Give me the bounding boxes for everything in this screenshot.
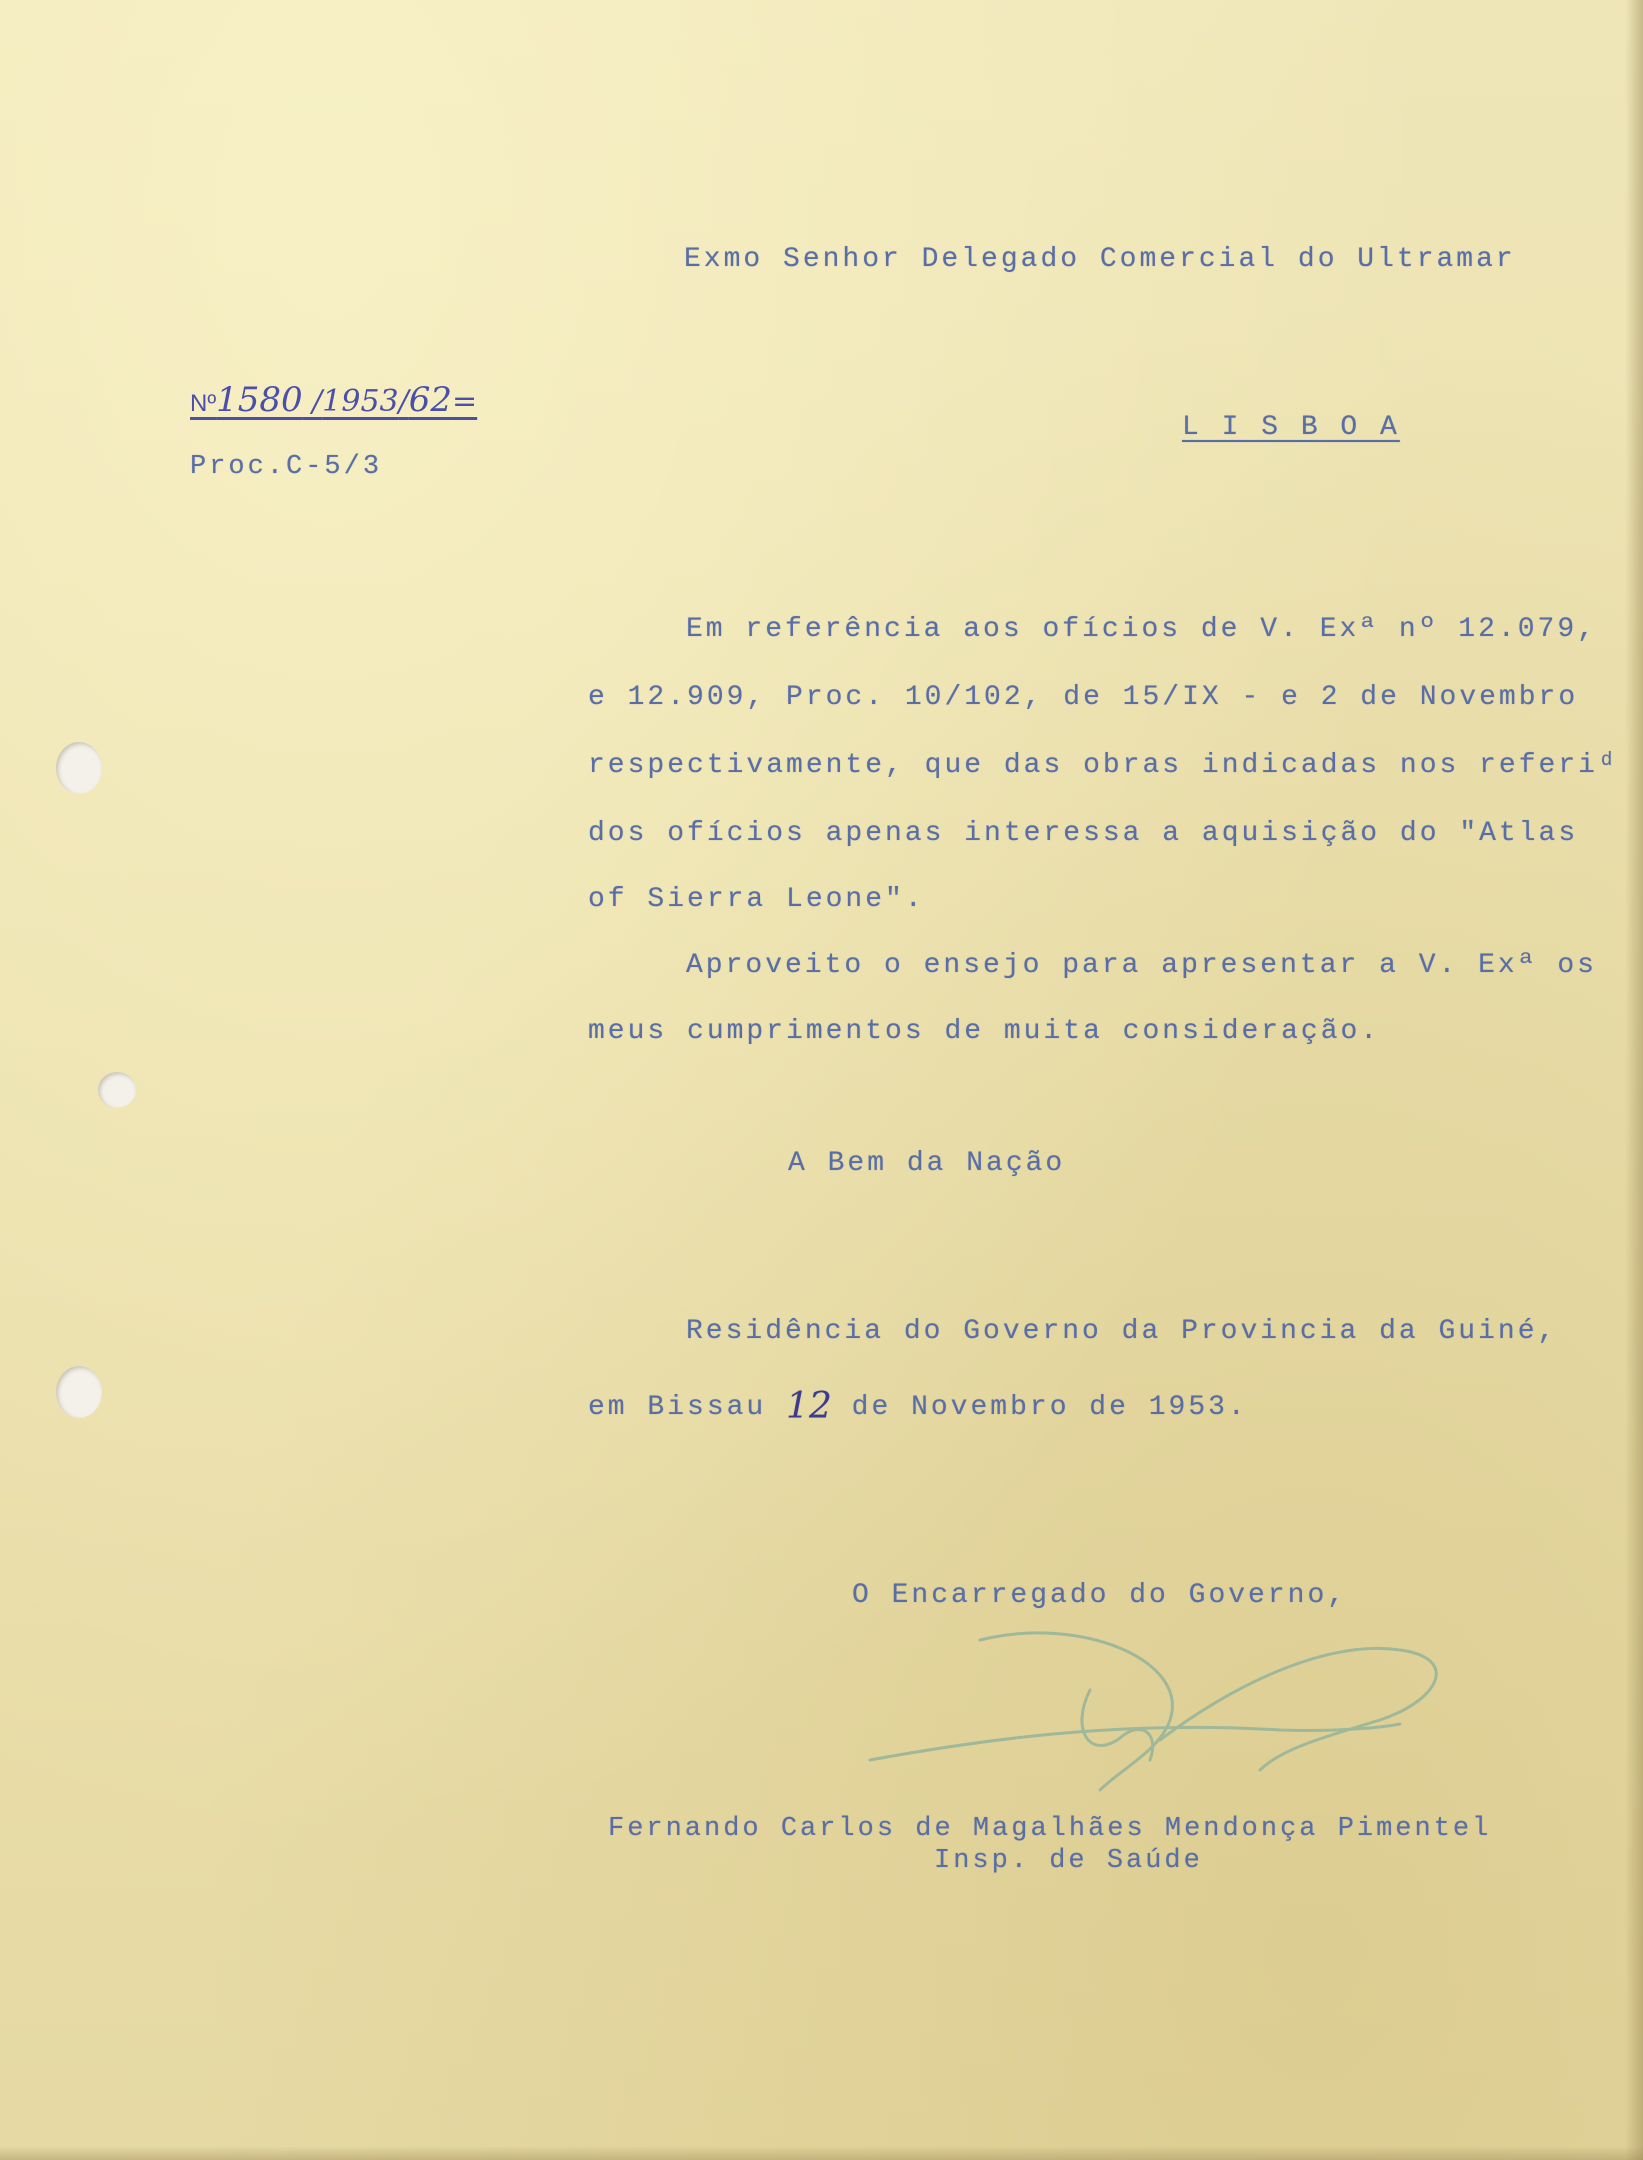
body-line-7: meus cumprimentos de muita consideração.	[588, 1016, 1381, 1047]
place-date-location: em Bissau	[588, 1392, 767, 1423]
process-reference: Proc.C-5/3	[190, 452, 383, 482]
reference-number-value: 1580	[216, 380, 303, 420]
paper-edge-bottom	[0, 2146, 1643, 2160]
signature-stroke-flourish	[1160, 1648, 1436, 1770]
body-line-1: Em referência aos ofícios de V. Exª nº 12.079,	[686, 614, 1597, 645]
place-date-line-2	[588, 1382, 1248, 1427]
handwritten-day: 12	[786, 1386, 832, 1427]
place-date-month-year: de Novembro de 1953.	[851, 1392, 1248, 1423]
reference-suffix: 62	[408, 380, 453, 420]
reference-number-prefix: Nº	[190, 390, 217, 417]
signature-stroke-initial	[1082, 1690, 1153, 1760]
punch-hole-middle	[98, 1072, 136, 1108]
signatory-name: Fernando Carlos de Magalhães Mendonça Pimentel	[608, 1814, 1492, 1844]
body-line-3: respectivamente, que das obras indicadas nos referiᵈ	[588, 750, 1618, 781]
punch-hole-top	[56, 742, 102, 794]
punch-hole-bottom	[56, 1366, 102, 1418]
reference-number: Nº1580 /1953/62=	[190, 380, 478, 420]
body-line-4: dos ofícios apenas interessa a aquisição do "Atlas	[588, 818, 1579, 849]
signature-drawing	[860, 1620, 1480, 1840]
city-heading: L I S B O A	[1182, 412, 1400, 443]
reference-year: 1953	[322, 384, 399, 419]
paper-edge-right	[1625, 0, 1643, 2160]
signatory-title: Insp. de Saúde	[934, 1846, 1203, 1876]
salutation: A Bem da Nação	[788, 1148, 1066, 1179]
place-date-line-1: Residência do Governo da Provincia da Guiné,	[686, 1316, 1558, 1347]
addressee-line: Exmo Senhor Delegado Comercial do Ultramar	[684, 244, 1516, 275]
body-line-2: e 12.909, Proc. 10/102, de 15/IX - e 2 de Novembro	[588, 682, 1579, 713]
closing-role: O Encarregado do Governo,	[852, 1580, 1348, 1611]
body-line-5: of Sierra Leone".	[588, 884, 925, 915]
signature-stroke-loop	[980, 1633, 1172, 1790]
body-line-6: Aproveito o ensejo para apresentar a V. Exª os	[686, 950, 1597, 981]
